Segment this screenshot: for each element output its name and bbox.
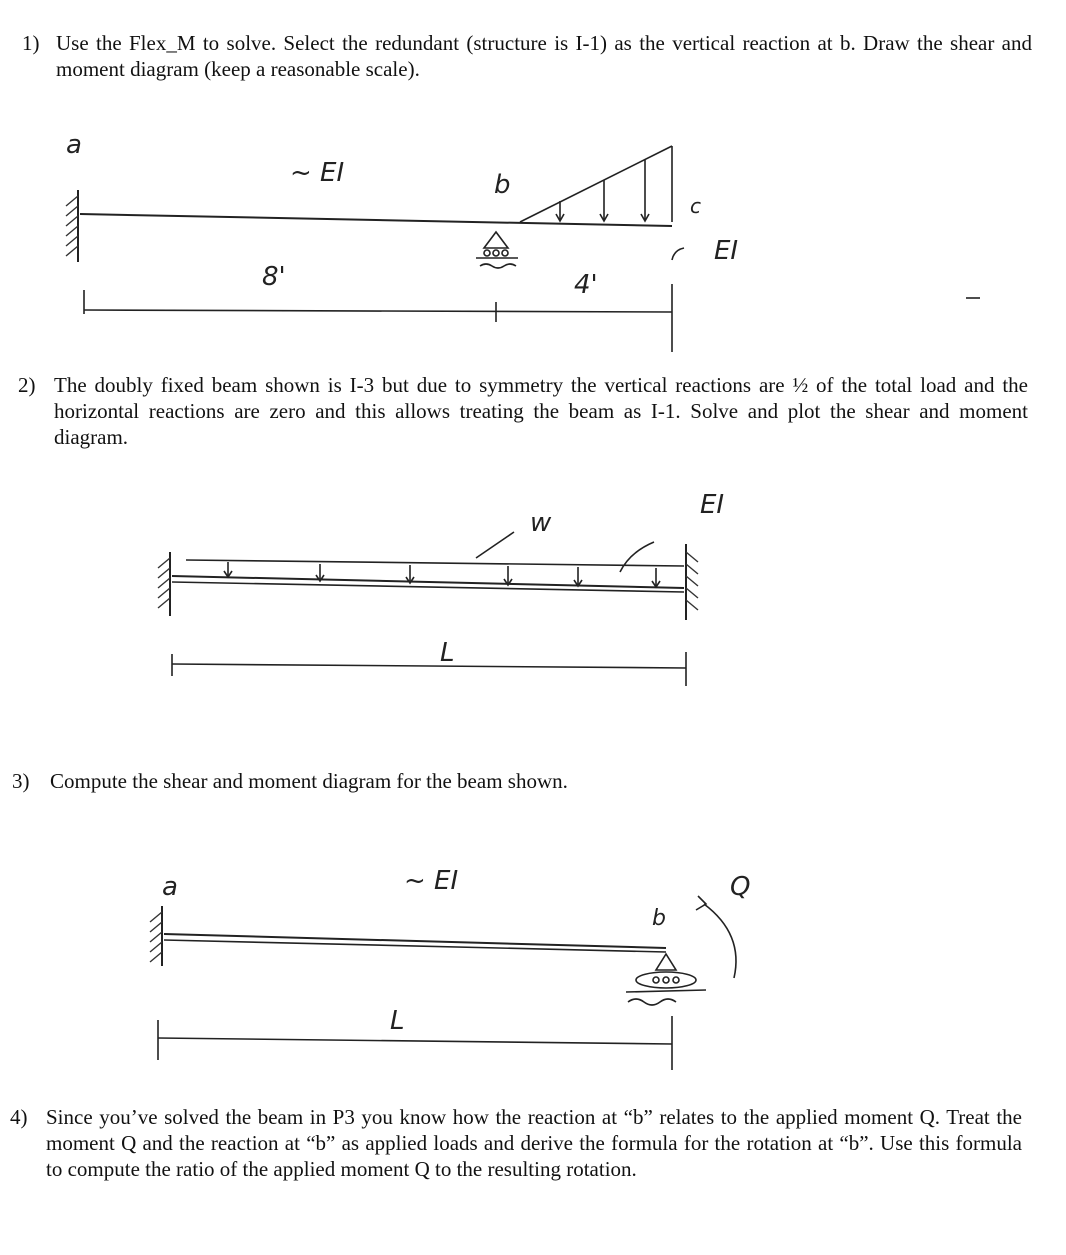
label-ei: EI (700, 490, 725, 520)
label-span-ab: 8' (262, 262, 286, 292)
label-ei-right: EI (714, 236, 739, 266)
label-q: Q (730, 872, 751, 902)
label-a: a (66, 130, 82, 160)
label-b: b (494, 170, 511, 200)
problem-3-text: Compute the shear and moment diagram for the beam shown. (50, 769, 568, 793)
problem-3-number: 3) (12, 769, 30, 793)
label-b: b (652, 906, 666, 931)
label-span-l: L (390, 1006, 405, 1036)
problem-4-text: Since you’ve solved the beam in P3 you know how the reaction at “b” relates to the applied moment Q. Treat the moment Q and the reaction at “b” as applied loads and derive the formula for the rotation at “b”. Use this formula to compute the ratio of the applied moment Q to the resulting rotation. (46, 1105, 1022, 1181)
label-span-l: L (440, 638, 455, 668)
label-w: w (530, 508, 552, 538)
label-ei-left: ~ EI (290, 158, 345, 188)
problem-2-text: The doubly fixed beam shown is I-3 but due to symmetry the vertical reactions are ½ of the total load and the horizontal reactions are zero and this allows treating the beam as I-1. Solve and plot the shear and moment diagram. (54, 373, 1028, 449)
label-ei: ~ EI (404, 866, 459, 896)
problem-4-number: 4) (10, 1105, 28, 1129)
label-a: a (162, 872, 178, 902)
problem-1-text: Use the Flex_M to solve. Select the redundant (structure is I-1) as the vertical reaction at b. Draw the shear and moment diagram (keep a reasonable scale). (56, 31, 1032, 81)
label-c: c (690, 194, 701, 218)
problem-1-number: 1) (22, 31, 40, 55)
label-span-bc: 4' (574, 270, 598, 300)
problem-2-number: 2) (18, 373, 36, 397)
problem-4 (10, 1104, 1022, 1182)
